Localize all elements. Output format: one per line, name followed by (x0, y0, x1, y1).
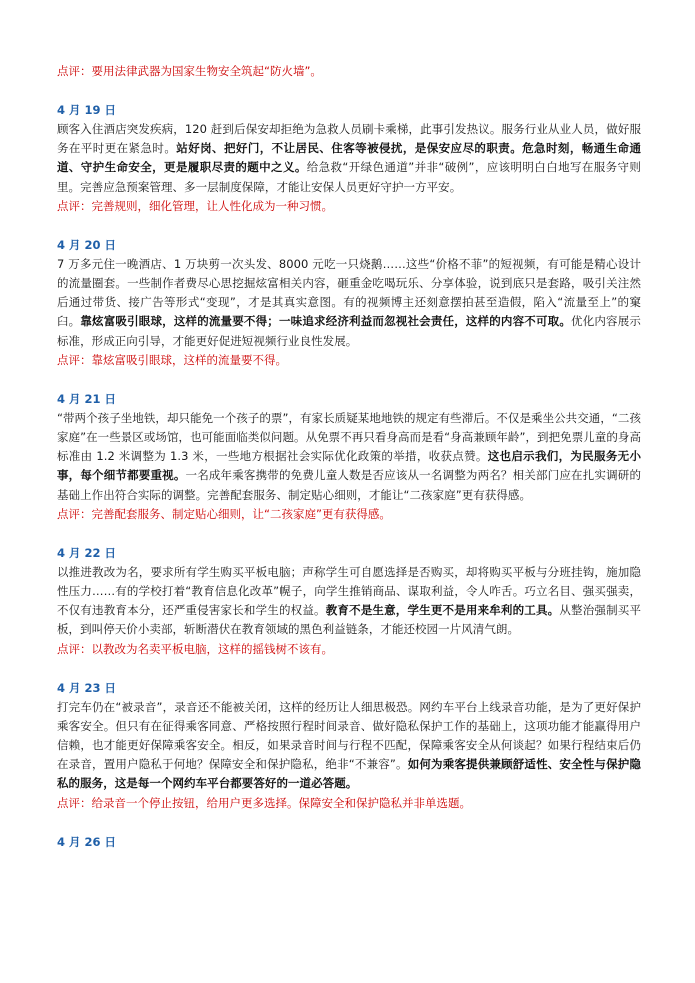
text-run-bold: 这也启示我们，为民服务无小事，每个细节都要重视。 (57, 449, 642, 483)
entry-0426 (57, 833, 641, 852)
text-run: 7 万多元住一晚酒店、1 万块剪一次头发、8000 元吃一只烧鹅……这些“价格不菲”的短视频，有可能是精心设计的流量圈套。一些制作者费尽心思挖掘炫富相关内容，砸重金吃喝玩乐、分享体验，说到底只是套路，吸引关注然后通过带货、接广告等形式“变现”，才是其真实意图。有的视频博主还刻意摆拍甚至造假，陷入“流量至上”的窠臼。 (57, 256, 641, 329)
entry-paragraph (57, 698, 641, 794)
entry-paragraph (57, 563, 641, 640)
entry-date: 4 月 26 日 (57, 834, 117, 849)
entry-date: 4 月 22 日 (57, 545, 117, 560)
entry-paragraph (57, 409, 641, 505)
text-run: 顾客入住酒店突发疾病，120 赶到后保安却拒绝为急救人员刷卡乘梯，此事引发热议。服务行业从业人员，做好服务在平时更在紧急时。 (57, 122, 641, 156)
text-run: 优化内容展示标准，形成正向引导，才能更好促进短视频行业良性发展。 (57, 314, 641, 348)
entry-comment: 点评：给录音一个停止按钮，给用户更多选择。保障安全和保护隐私并非单选题。 (57, 795, 471, 810)
entry-comment: 点评：以教改为名卖平板电脑，这样的摇钱树不该有。 (57, 641, 333, 656)
text-run: 给急救“开绿色通道”并非“破例”，应该明明白白地写在服务守则里。完善应急预案管理、多一层制度保障，才能让安保人员更好守护一方平安。 (57, 160, 641, 194)
entry-0420 (57, 236, 641, 370)
entry-comment: 点评：完善配套服务、制定贴心细则，让“二孩家庭”更有获得感。 (57, 506, 391, 521)
text-run-bold: 站好岗、把好门，不让居民、住客等被侵扰，是保安应尽的职责。危急时刻，畅通生命通道、守护生命安全，更是履职尽责的题中之义。 (57, 141, 641, 175)
entry-date: 4 月 23 日 (57, 680, 117, 695)
text-run: 以推进教改为名，要求所有学生购买平板电脑；声称学生可自愿选择是否购买，却将购买平板与分班挂钩，施加隐性压力……有的学校打着“教育信息化改革”幌子，向学生推销商品、谋取利益，令人咋舌。巧立名目、强买强卖，不仅有违教育本分，还严重侵害家长和学生的权益。 (57, 564, 641, 618)
entry-date: 4 月 19 日 (57, 103, 117, 117)
entry-date: 4 月 20 日 (57, 237, 117, 252)
entry-0422 (57, 544, 641, 659)
entry-date: 4 月 21 日 (57, 391, 117, 406)
entry-comment: 点评：完善规则，细化管理，让人性化成为一种习惯。 (57, 198, 333, 213)
entry-0421 (57, 390, 641, 524)
text-run: 一名成年乘客携带的免费儿童人数是否应该从一名调整为两名？相关部门应在扎实调研的基础上作出符合实际的调整。完善配套服务、制定贴心细则，才能让“二孩家庭”更有获得感。 (57, 468, 641, 502)
entry-paragraph (57, 120, 641, 197)
text-run: 打完车仍在“被录音”，录音还不能被关闭，这样的经历让人细思极恐。网约车平台上线录音功能，是为了更好保护乘客安全。但只有在征得乘客同意、严格按照行程时间录音、做好隐私保护工作的基础上，这项功能才能赢得用户信赖，也才能更好保障乘客安全。相反，如果录音时间与行程不匹配，保障乘客安全从何谈起？如果行程结束后仍在录音，置用户隐私于何地？保障安全和保护隐私，绝非“不兼容”。 (57, 699, 641, 772)
entry-comment: 点评：靠炫富吸引眼球，这样的流量要不得。 (57, 352, 287, 367)
text-run-bold: 靠炫富吸引眼球，这样的流量要不得；一味追求经济利益而忽视社会责任，这样的内容不可取。 (80, 314, 572, 329)
comment-first: 点评：要用法律武器为国家生物安全筑起“防火墙”。 (57, 64, 322, 78)
entry-paragraph (57, 255, 641, 351)
text-run-bold: 如何为乘客提供兼顾舒适性、安全性与保护隐私的服务，这是每一个网约车平台都要答好的一道必答题。 (57, 757, 641, 791)
text-run: 从整治强制买平板，到叫停天价小卖部，斩断潜伏在教育领域的黑色利益链条，才能还校园一片风清气朗。 (57, 603, 642, 637)
text-run: “带两个孩子坐地铁，却只能免一个孩子的票”，有家长质疑某地地铁的规定有些滞后。不仅是乘坐公共交通，“二孩家庭”在一些景区或场馆，也可能面临类似问题。从免票不再只看身高而是看“身高兼顾年龄”，到把免票儿童的身高标准由 1.2 米调整为 1.3 米，一些地方根据社会实际优化政策的举措，收获点赞。 (57, 410, 641, 464)
entry-0423 (57, 679, 641, 813)
document-page (57, 62, 641, 852)
text-run-bold: 教育不是生意，学生更不是用来牟利的工具。 (325, 603, 560, 618)
entry-0419 (57, 101, 641, 216)
